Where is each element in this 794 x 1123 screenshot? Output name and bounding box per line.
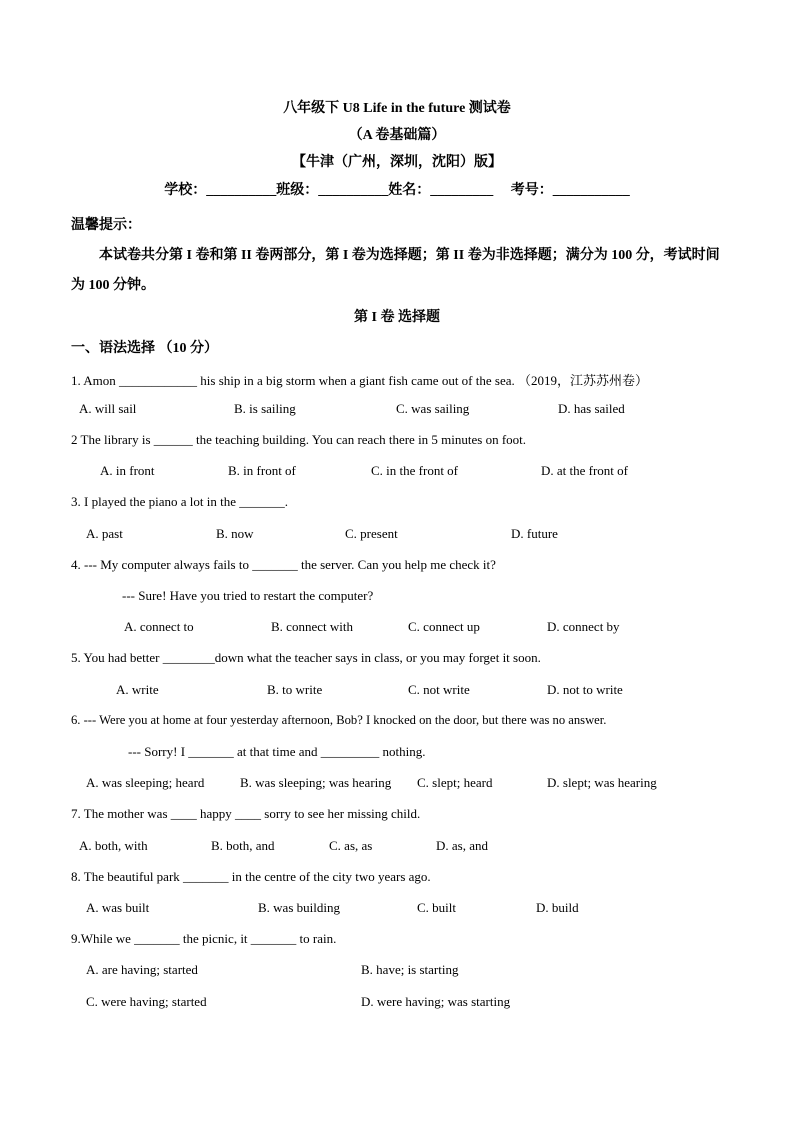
option-a: A. are having; started [86, 962, 198, 977]
option-a: A. in front [100, 463, 155, 478]
option-c: C. built [417, 900, 457, 915]
part-heading: 一、语法选择 （10 分） [71, 341, 218, 356]
option-b: B. connect with [271, 619, 353, 634]
option-c: C. in the front of [371, 463, 459, 478]
question-stem: 7. The mother was ____ happy ____ sorry to see her missing child. [71, 806, 421, 821]
option-b: B. was sleeping; was hearing [240, 775, 392, 790]
option-d: D. as, and [436, 838, 488, 853]
option-a: A. was sleeping; heard [86, 775, 205, 790]
question-reply: --- Sorry! I _______ at that time and _________ nothing. [128, 744, 426, 759]
option-d: D. has sailed [558, 401, 625, 416]
option-d: D. not to write [547, 682, 623, 697]
student-info-line: 学校：__________班级：__________姓名：_________ 考号：___________ [164, 183, 630, 198]
notice-line-1: 本试卷共分第 I 卷和第 II 卷两部分，第 I 卷为选择题；第 II 卷为非选择题；满分为 100 分，考试时间 [99, 248, 720, 263]
notice-line-2: 为 100 分钟。 [71, 278, 155, 293]
question-stem: 8. The beautiful park _______ in the centre of the city two years ago. [71, 869, 431, 884]
option-c: C. connect up [408, 619, 480, 634]
question-reply: --- Sure! Have you tried to restart the computer? [122, 588, 374, 603]
option-b: B. to write [267, 682, 323, 697]
exam-title: 八年级下 U8 Life in the future 测试卷 [283, 101, 511, 116]
option-d: D. slept; was hearing [547, 775, 657, 790]
option-b: B. both, and [211, 838, 275, 853]
notice-heading: 温馨提示： [71, 218, 141, 233]
option-a: A. connect to [124, 619, 194, 634]
question-stem: 9.While we _______ the picnic, it _______ to rain. [71, 931, 337, 946]
option-a: A. will sail [79, 401, 137, 416]
option-c: C. present [345, 526, 398, 541]
question-stem: 3. I played the piano a lot in the _______. [71, 494, 288, 509]
option-a: A. both, with [79, 838, 148, 853]
question-stem: 1. Amon ____________ his ship in a big storm when a giant fish came out of the sea. （2019，江苏苏州卷） [71, 373, 648, 388]
option-c: C. not write [408, 682, 470, 697]
option-d: D. connect by [547, 619, 620, 634]
question-stem: 2 The library is ______ the teaching building. You can reach there in 5 minutes on foot. [71, 432, 527, 447]
option-c: C. slept; heard [417, 775, 493, 790]
exam-edition: 【牛津（广州，深圳，沈阳）版】 [292, 155, 502, 170]
option-b: B. in front of [228, 463, 296, 478]
option-a: A. past [86, 526, 123, 541]
option-b: B. was building [258, 900, 340, 915]
option-b: B. is sailing [234, 401, 296, 416]
question-stem: 6. --- Were you at home at four yesterday afternoon, Bob? I knocked on the door, but there was no answer. [71, 713, 607, 727]
option-a: A. write [116, 682, 159, 697]
option-c: C. were having; started [86, 994, 207, 1009]
question-stem: 4. --- My computer always fails to _______ the server. Can you help me check it? [71, 557, 496, 572]
option-c: C. as, as [329, 838, 373, 853]
option-d: D. at the front of [541, 463, 629, 478]
option-c: C. was sailing [396, 401, 470, 416]
exam-subtitle: （A 卷基础篇） [348, 128, 446, 143]
option-b: B. now [216, 526, 254, 541]
option-d: D. were having; was starting [361, 994, 511, 1009]
option-a: A. was built [86, 900, 150, 915]
question-stem: 5. You had better ________down what the teacher says in class, or you may forget it soon. [71, 650, 541, 665]
option-b: B. have; is starting [361, 962, 459, 977]
option-d: D. future [511, 526, 558, 541]
option-d: D. build [536, 900, 579, 915]
section-title: 第 I 卷 选择题 [354, 310, 440, 325]
